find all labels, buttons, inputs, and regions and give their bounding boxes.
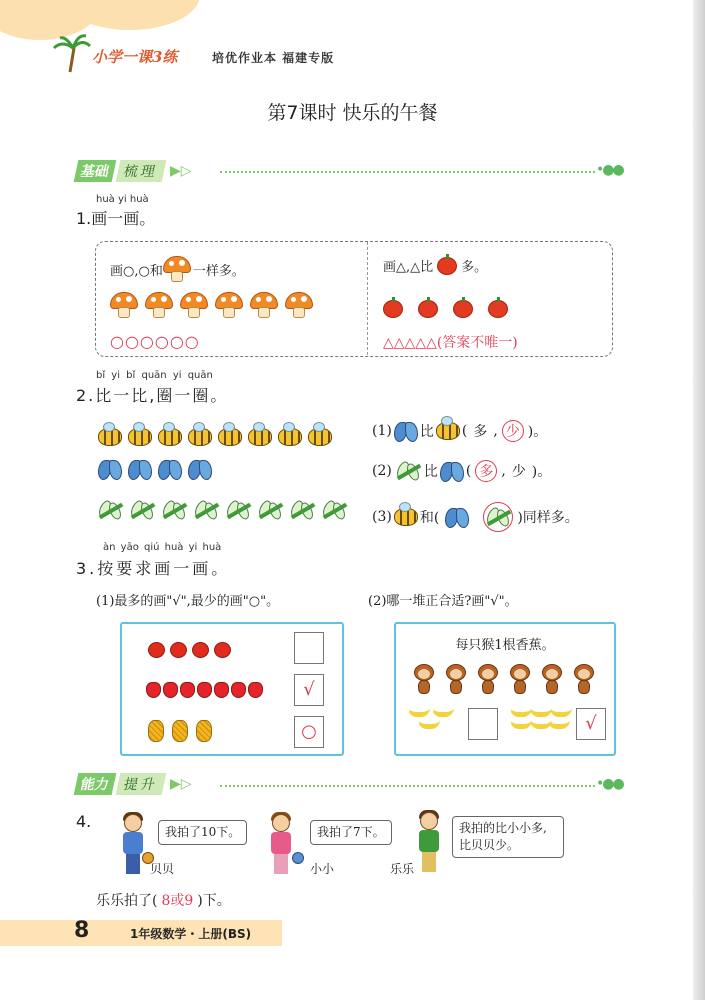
dragonfly-icon: [394, 461, 422, 481]
q2-sub3-close: )同样多。: [517, 510, 579, 526]
bee-icon: [128, 428, 152, 446]
q2-sub2: [372, 460, 551, 482]
tomato-icon: [214, 642, 231, 658]
section-divider: [220, 785, 595, 787]
mushroom-icon: [285, 292, 313, 318]
q2-sub1-option-less-circled: 少: [502, 420, 524, 442]
dragonfly-icon: [484, 507, 512, 527]
q2-bee-row: [98, 428, 338, 450]
strawberry-icon: [214, 682, 229, 698]
bee-icon: [436, 422, 460, 440]
butterfly-icon: [394, 420, 418, 442]
q2-sub1-comma: ,: [493, 423, 498, 439]
strawberry-icon: [231, 682, 246, 698]
bee-icon: [278, 428, 302, 446]
q2-sub2-option-less: 少: [511, 464, 526, 480]
dragonfly-icon: [160, 500, 188, 520]
section-tag-a: 能力: [74, 773, 117, 795]
mushroom-icon: [250, 292, 278, 318]
tomato-icon: [418, 300, 438, 318]
monkey-icon: [508, 664, 532, 694]
dots-icon: •●●: [596, 162, 623, 178]
strawberry-icon: [180, 682, 195, 698]
monkey-icon: [572, 664, 596, 694]
q3-panel-monkeys: [394, 622, 616, 756]
butterfly-icon: [440, 460, 464, 482]
pineapple-icon: [148, 720, 164, 742]
monkey-icon: [444, 664, 468, 694]
footer-book-title: 1年级数学・上册(BS): [130, 927, 252, 941]
q2-butterfly-row: [98, 458, 218, 484]
q3-text: 按要求画一画。: [97, 559, 231, 578]
q2-sub2-open: (: [465, 463, 472, 479]
monkey-icon: [412, 664, 436, 694]
q1-left-answer: ○○○○○○: [110, 332, 200, 351]
tomato-icon: [192, 642, 209, 658]
section-tag-a: 基础: [74, 160, 117, 182]
strawberry-icon: [248, 682, 263, 698]
q4-answer: [96, 890, 231, 910]
q1-box: [95, 241, 613, 357]
q1-right-prompt-b: 多。: [461, 260, 488, 275]
q1-text: 画一画。: [91, 209, 156, 228]
banana-bunch-icon: [408, 708, 458, 738]
q3-answer-box-3[interactable]: ○: [294, 716, 324, 748]
q4-answer-a: 乐乐拍了(: [96, 893, 158, 909]
q2-sub2-mid: 比: [423, 464, 438, 480]
dragonfly-icon: [96, 500, 124, 520]
q4-bubble-3-line1: 我拍的比小小多,: [459, 821, 547, 835]
kid-lele: [414, 812, 444, 874]
dragonfly-icon: [256, 500, 284, 520]
ball-icon: [292, 852, 304, 864]
q2-sub3: [372, 502, 579, 532]
q2-sub2-num: (2): [372, 463, 392, 479]
q3-answer-box-1[interactable]: [294, 632, 324, 664]
butterfly-icon: [445, 506, 469, 528]
section-tag-b: 梳理: [116, 160, 167, 182]
q2-sub1-num: (1): [372, 423, 392, 439]
q3-sub1-text: (1)最多的画"√",最少的画"○"。: [96, 594, 280, 609]
q3-tomato-row: [148, 642, 236, 662]
bee-icon: [308, 428, 332, 446]
q1-left-prompt-a: 画○,○和: [110, 263, 163, 279]
q4-answer-c: )下。: [197, 893, 231, 909]
q4-bubble-1: 我拍了10下。: [158, 820, 247, 845]
kid-xiaoxiao: [266, 814, 296, 876]
q4-answer-value: 8或9: [161, 893, 194, 909]
strawberry-icon: [163, 682, 178, 698]
q2-sub2-option-more-circled: 多: [475, 460, 497, 482]
bee-icon: [158, 428, 182, 446]
q4-number: 4.: [76, 812, 92, 831]
q3-panel2-title: 每只猴1根香蕉。: [455, 638, 555, 653]
bee-icon: [218, 428, 242, 446]
butterfly-icon: [128, 458, 152, 480]
q2-sub1-close: )。: [527, 424, 548, 440]
pineapple-icon: [196, 720, 212, 742]
dragonfly-icon: [128, 500, 156, 520]
tomato-icon: [488, 300, 508, 318]
play-arrow-icon: ▶▷: [170, 776, 192, 792]
q3-sub2-text: (2)哪一堆正合适?画"√"。: [368, 594, 518, 609]
dragonfly-icon: [288, 500, 316, 520]
q1-heading: [76, 206, 155, 229]
page-title: 第7课时 快乐的午餐: [267, 102, 438, 124]
mushroom-icon: [145, 292, 173, 318]
q1-right-prompt-a: 画△,△比: [383, 260, 434, 275]
q4-bubble-3: [452, 816, 564, 858]
q2-pinyin: bǐ yi bǐ quān yi quān: [96, 370, 213, 381]
q4-name-2: 小小: [310, 862, 335, 876]
strawberry-icon: [146, 682, 161, 698]
q4-bubble-3-line2: 比贝贝少。: [459, 838, 520, 852]
butterfly-icon: [98, 458, 122, 480]
q1-left-prompt-b: 一样多。: [192, 263, 245, 279]
q1-mushroom-row: [110, 292, 315, 322]
q3-panel-fruits: [120, 622, 344, 756]
mushroom-icon: [180, 292, 208, 318]
tomato-icon: [437, 257, 457, 275]
q1-tomato-row: [383, 300, 518, 322]
dragonfly-circled: [483, 502, 513, 532]
q1-left-prompt: [110, 256, 245, 282]
q2-sub2-close: )。: [531, 464, 552, 480]
tomato-icon: [383, 300, 403, 318]
mushroom-icon: [163, 256, 191, 282]
dragonfly-icon: [320, 500, 348, 520]
tomato-icon: [170, 642, 187, 658]
q3-answer-box-2[interactable]: √: [294, 674, 324, 706]
banana-bunch-icon: [510, 708, 566, 738]
dots-icon: •●●: [596, 776, 623, 792]
q3-pineapple-row: [148, 720, 220, 746]
section-divider: [220, 171, 595, 173]
bee-icon: [248, 428, 272, 446]
q1-number: 1.: [76, 209, 92, 228]
page-number: 8: [74, 918, 90, 943]
palm-tree-icon: [52, 34, 92, 74]
dragonfly-icon: [224, 500, 252, 520]
q2-text: 比一比,圈一圈。: [95, 386, 229, 405]
q2-dragonfly-row: [96, 500, 352, 524]
q4-bubble-2: 我拍了7下。: [310, 820, 392, 845]
q2-sub1-mid: 比: [419, 424, 434, 440]
butterfly-icon: [158, 458, 182, 480]
monkey-icon: [540, 664, 564, 694]
q1-pinyin: huà yi huà: [96, 194, 149, 205]
q3-strawberry-row: [146, 682, 265, 702]
header-subtitle: 培优作业本 福建专版: [212, 51, 335, 65]
tomato-icon: [148, 642, 165, 658]
kid-beibei: [118, 814, 148, 876]
dragonfly-icon: [192, 500, 220, 520]
q2-sub2-comma: ,: [501, 463, 506, 479]
section-tag-basic: [76, 160, 192, 182]
monkey-icon: [476, 664, 500, 694]
mushroom-icon: [215, 292, 243, 318]
tomato-icon: [453, 300, 473, 318]
butterfly-icon: [188, 458, 212, 480]
q2-heading: [76, 383, 228, 406]
q4-name-3: 乐乐: [390, 862, 415, 876]
q1-right-answer: △△△△△(答案不唯一): [383, 335, 518, 351]
q3-monkey-box-2[interactable]: √: [576, 708, 606, 740]
page-edge: [693, 0, 705, 1000]
bee-icon: [188, 428, 212, 446]
q3-monkey-row: [412, 664, 604, 698]
play-arrow-icon: ▶▷: [170, 163, 192, 179]
q2-sub1-open: (: [461, 423, 468, 439]
q2-sub3-mid: 和(: [419, 510, 440, 526]
bee-icon: [394, 508, 418, 526]
q2-sub1: [372, 420, 547, 442]
q3-number: 3.: [76, 559, 98, 578]
q2-sub1-option-more: 多: [473, 424, 488, 440]
q3-pinyin: àn yāo qiú huà yi huà: [103, 542, 222, 553]
mushroom-icon: [110, 292, 138, 318]
q4-name-1: 贝贝: [150, 862, 175, 876]
q2-sub3-num: (3): [372, 509, 392, 525]
strawberry-icon: [197, 682, 212, 698]
header-logo: 小学一课3练: [92, 48, 178, 66]
q3-monkey-box-1[interactable]: [468, 708, 498, 740]
q3-heading: [76, 556, 230, 579]
section-tag-b: 提升: [116, 773, 167, 795]
bee-icon: [98, 428, 122, 446]
section-tag-advanced: [76, 773, 192, 795]
pineapple-icon: [172, 720, 188, 742]
q2-number: 2.: [76, 386, 96, 405]
q1-box-divider: [367, 242, 368, 355]
q1-right-prompt: [383, 256, 487, 275]
